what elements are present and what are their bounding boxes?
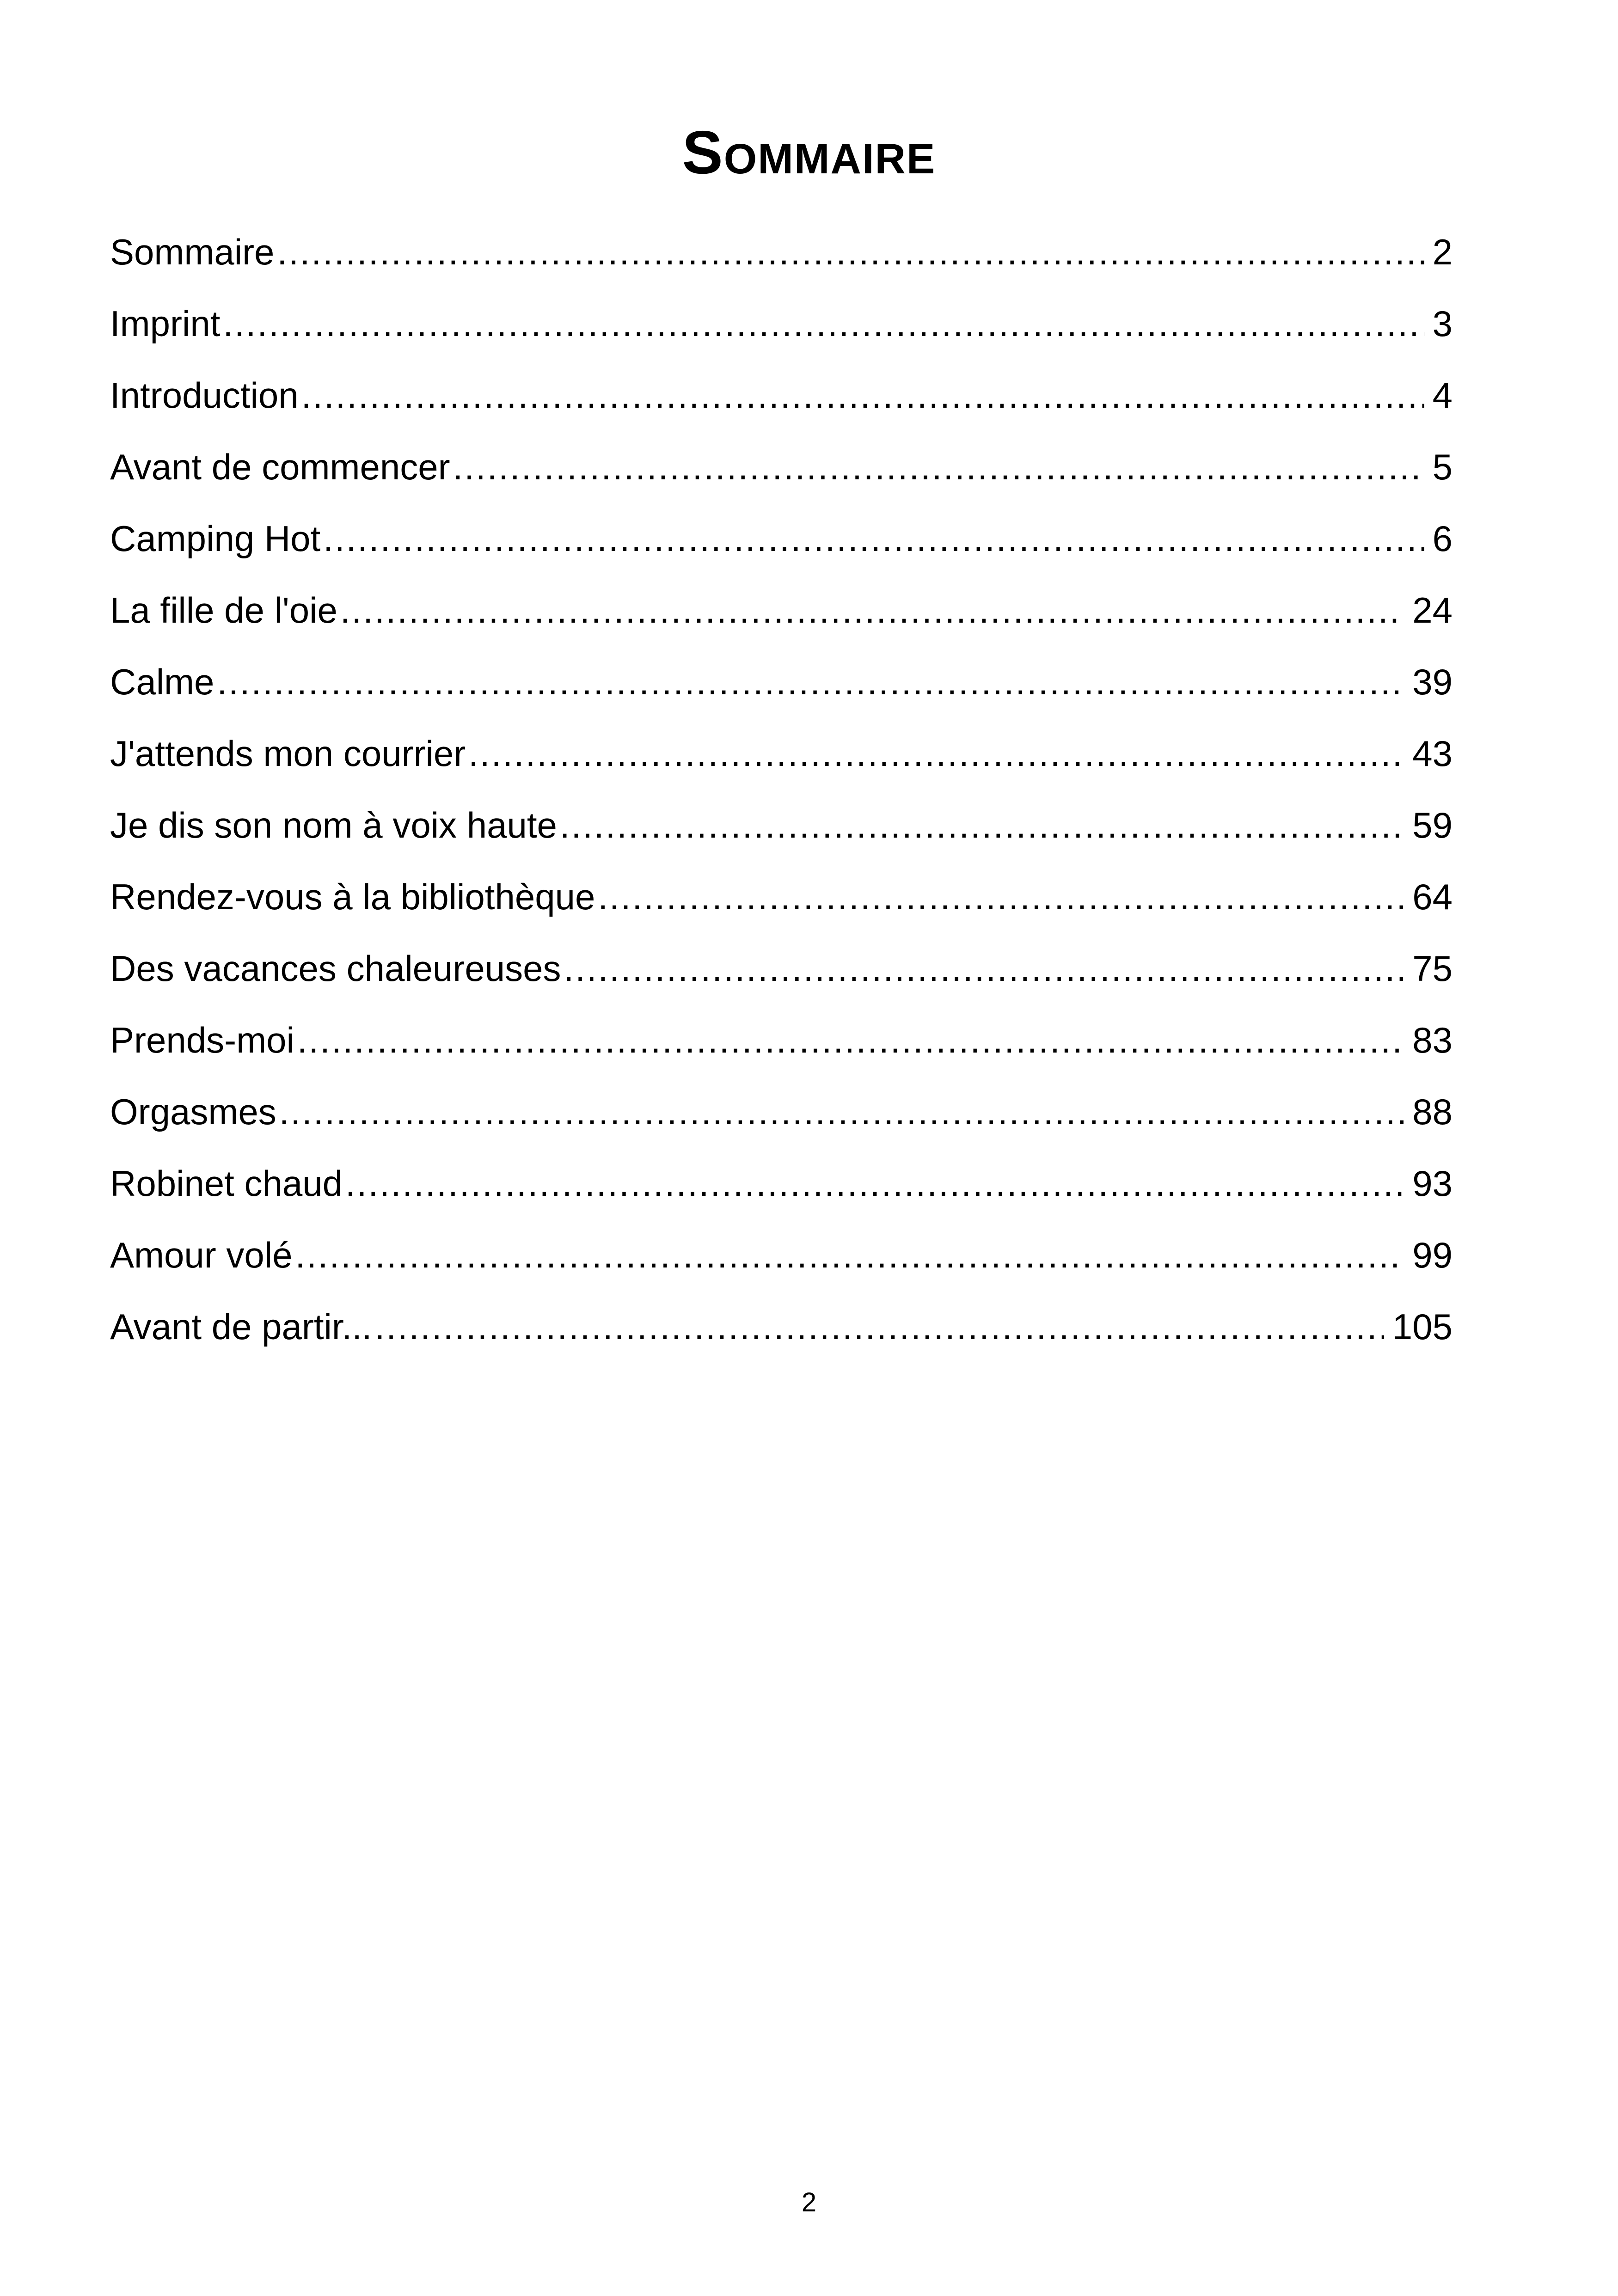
toc-entry-page: 88 (1412, 1091, 1453, 1132)
toc-entry-page: 24 (1412, 590, 1453, 631)
toc-entry-page: 93 (1412, 1163, 1453, 1204)
page-title: Sommaire (682, 118, 936, 186)
dot-leader (345, 1148, 1404, 1219)
toc-entry-title: J'attends mon courrier (110, 733, 466, 774)
toc-entry-title: Rendez-vous à la bibliothèque (110, 876, 595, 917)
toc-entry-page: 39 (1412, 661, 1453, 702)
toc-entry[interactable] (110, 1148, 1453, 1219)
toc-entry-page: 64 (1412, 876, 1453, 917)
toc-entry-page: 59 (1412, 805, 1453, 845)
toc-entry-title: Robinet chaud (110, 1163, 343, 1204)
dot-leader (564, 933, 1404, 1004)
dot-leader (560, 790, 1404, 861)
toc-entry-title: Avant de partir... (110, 1306, 372, 1347)
toc-entry-title: Camping Hot (110, 518, 321, 559)
toc-entry-title: Orgasmes (110, 1091, 276, 1132)
toc-entry[interactable] (110, 1004, 1453, 1076)
toc-entry[interactable] (110, 790, 1453, 861)
dot-leader (598, 861, 1404, 933)
toc-entry-page: 4 (1432, 375, 1453, 416)
toc-entry[interactable] (110, 360, 1453, 431)
dot-leader (297, 1004, 1404, 1076)
dot-leader (340, 575, 1404, 646)
toc-entry[interactable] (110, 575, 1453, 646)
toc-entry-title: Des vacances chaleureuses (110, 948, 561, 989)
dot-leader (223, 288, 1424, 360)
toc-entry[interactable] (110, 1219, 1453, 1291)
toc-entry-title: Je dis son nom à voix haute (110, 805, 557, 845)
dot-leader (468, 718, 1404, 790)
dot-leader (453, 431, 1424, 503)
toc-entry-title: Prends-moi (110, 1020, 294, 1060)
toc-entry-page: 5 (1432, 447, 1453, 487)
toc-entry[interactable] (110, 861, 1453, 933)
toc-entry-page: 105 (1392, 1306, 1453, 1347)
toc-entry-title: Sommaire (110, 232, 275, 272)
toc-entry[interactable] (110, 646, 1453, 718)
toc-entry[interactable] (110, 216, 1453, 288)
dot-leader (295, 1219, 1404, 1291)
dot-leader (279, 1076, 1404, 1148)
dot-leader (323, 503, 1424, 575)
toc-entry[interactable] (110, 431, 1453, 503)
page-number: 2 (801, 2187, 817, 2217)
toc-entry-page: 99 (1412, 1235, 1453, 1275)
toc-entry-page: 3 (1432, 303, 1453, 344)
toc-entry-page: 43 (1412, 733, 1453, 774)
dot-leader (375, 1291, 1384, 1363)
table-of-contents (110, 216, 1453, 1363)
toc-entry-page: 2 (1432, 232, 1453, 272)
toc-entry[interactable] (110, 718, 1453, 790)
toc-entry-page: 83 (1412, 1020, 1453, 1060)
toc-entry-title: Calme (110, 661, 215, 702)
toc-entry-title: Avant de commencer (110, 447, 450, 487)
dot-leader (217, 646, 1404, 718)
toc-entry-title: Introduction (110, 375, 299, 416)
toc-entry[interactable] (110, 1076, 1453, 1148)
toc-entry-title: La fille de l'oie (110, 590, 337, 631)
toc-entry[interactable] (110, 503, 1453, 575)
dot-leader (277, 216, 1424, 288)
toc-entry[interactable] (110, 288, 1453, 360)
dot-leader (301, 360, 1424, 431)
toc-entry-title: Amour volé (110, 1235, 293, 1275)
toc-entry-page: 6 (1432, 518, 1453, 559)
toc-entry[interactable] (110, 1291, 1453, 1363)
toc-entry[interactable] (110, 933, 1453, 1004)
toc-entry-page: 75 (1412, 948, 1453, 989)
toc-entry-title: Imprint (110, 303, 221, 344)
